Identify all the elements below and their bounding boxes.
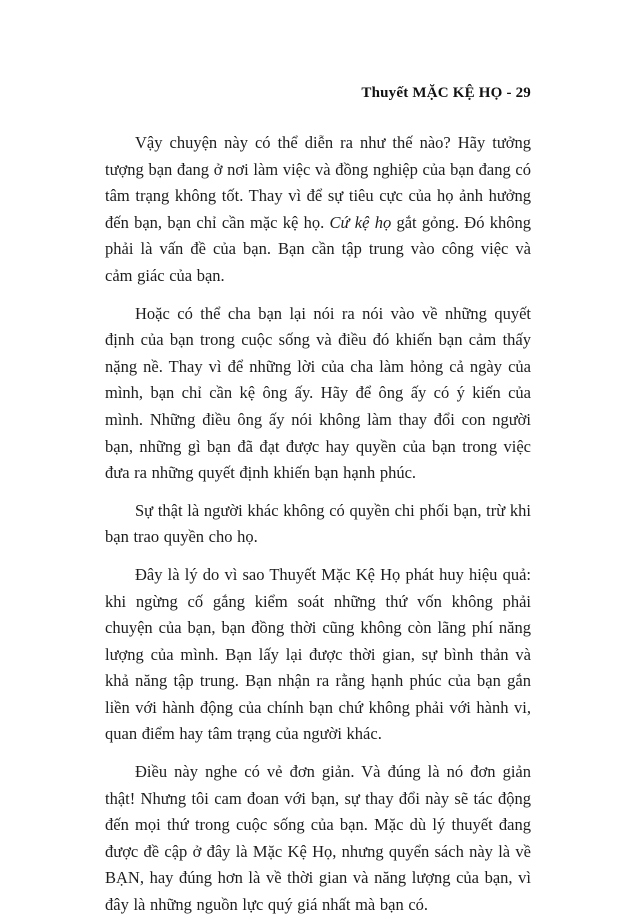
italic-text-segment: Cứ kệ họ [329, 212, 392, 232]
text-segment: Đây là lý do vì sao Thuyết Mặc Kệ Họ phát huy hiệu quả: khi ngừng cố gắng kiểm soát những thứ vốn không phải chuyện của bạn, bạn đồng thời cũng không còn lãng phí năng lượng của mình. Bạn lấy lại được thời gian, sự bình thản và khả năng tập trung. Bạn nhận ra rằng hạnh phúc của bạn gắn liền với hành động của chính bạn chứ không phải với hành vi, quan điểm hay tâm trạng của người khác. [105, 564, 531, 744]
paragraph [105, 498, 531, 551]
text-segment: gắt gỏng. Đó không phải là vấn đề của bạn. Bạn cần tập trung vào công việc và cảm giác của bạn. [105, 212, 531, 285]
text-segment: Điều này nghe có vẻ đơn giản. Và đúng là nó đơn giản thật! Nhưng tôi cam đoan với bạn, sự thay đổi này sẽ tác động đến mọi thứ trong cuộc sống của bạn. Mặc dù lý thuyết đang được đề cập ở đây là Mặc Kệ Họ, nhưng quyển sách này là về BẠN, hay đúng hơn là về thời gian và năng lượng của bạn, vì đây là những nguồn lực quý giá nhất mà bạn có. [105, 762, 531, 915]
text-segment: Hoặc có thể cha bạn lại nói ra nói vào về những quyết định của bạn trong cuộc sống và điều đó khiến bạn cảm thấy nặng nề. Thay vì để những lời của cha làm hỏng cả ngày của mình, bạn chỉ cần kệ ông ấy. Hãy để ông ấy có ý kiến của mình. Những điều ông ấy nói không làm thay đổi con người bạn, những gì bạn đã đạt được hay quyền của bạn trong việc đưa ra những quyết định khiến bạn hạnh phúc. [105, 303, 531, 483]
paragraph [105, 562, 531, 748]
paragraph [105, 301, 531, 487]
body-text [105, 130, 531, 919]
text-segment: Vậy chuyện này có thể diễn ra như thế nào? Hãy tưởng tượng bạn đang ở nơi làm việc và đồng nghiệp của bạn đang có tâm trạng không tốt. Thay vì để sự tiêu cực của họ ảnh hưởng đến bạn, bạn chỉ cần mặc kệ họ. [105, 133, 531, 232]
paragraph [105, 759, 531, 919]
paragraph [105, 130, 531, 290]
text-segment: Sự thật là người khác không có quyền chi phối bạn, trừ khi bạn trao quyền cho họ. [105, 500, 531, 547]
running-header: Thuyết MẶC KỆ HỌ - 29 [361, 85, 531, 101]
